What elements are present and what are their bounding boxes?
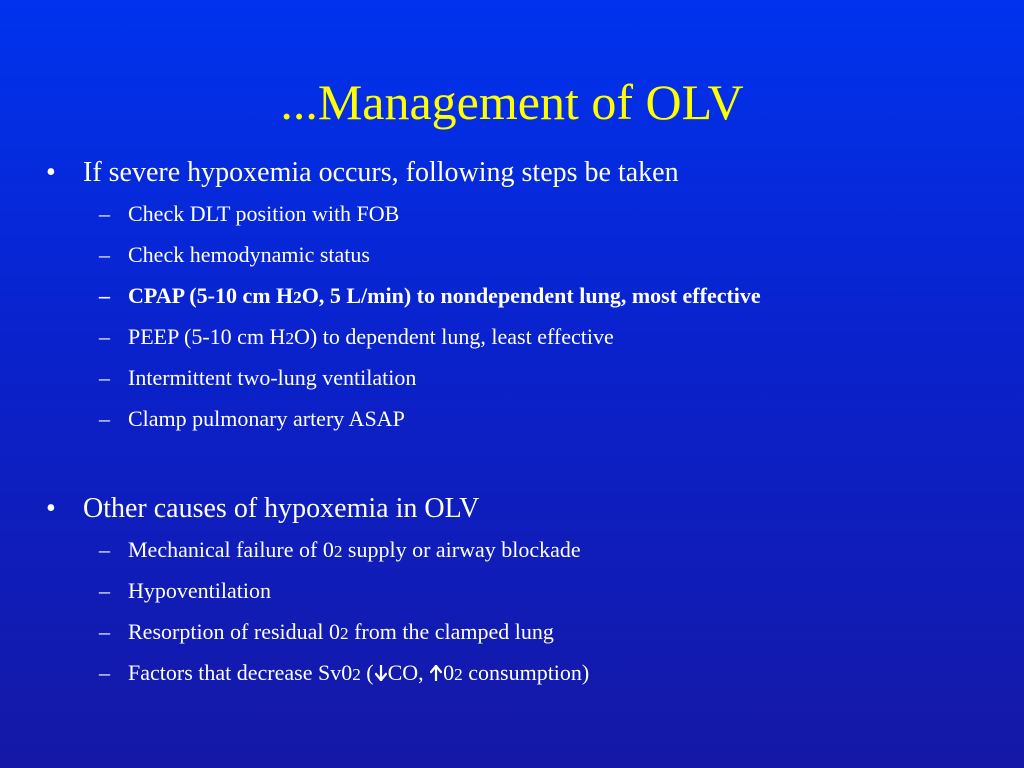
sub-item-text: Intermittent two-lung ventilation xyxy=(128,365,417,390)
dash-marker: – xyxy=(99,242,110,267)
subscript-two: 2 xyxy=(352,665,361,684)
dash-marker: – xyxy=(99,406,110,431)
text-part: consumption) xyxy=(462,660,590,685)
sub-item-check-hemodynamic xyxy=(0,234,1024,275)
sub-item-text xyxy=(128,324,614,349)
spacer xyxy=(0,439,1024,489)
sub-item-hypoventilation xyxy=(0,570,1024,611)
sub-item-text xyxy=(128,283,761,308)
subscript-two: 2 xyxy=(293,288,302,307)
text-part: O, 5 L/min) to nondependent lung, most effective xyxy=(301,283,761,308)
sub-item-text xyxy=(128,660,589,685)
sub-item-text: Check DLT position with FOB xyxy=(128,201,400,226)
bullet-hypoxemia-steps xyxy=(0,153,1024,193)
sub-item-mechanical xyxy=(0,529,1024,570)
sub-item-text xyxy=(128,619,554,644)
dash-marker: – xyxy=(99,365,110,390)
text-part: CPAP (5-10 cm H xyxy=(128,283,294,308)
sub-item-clamp xyxy=(0,398,1024,439)
text-part: Factors that decrease Sv0 xyxy=(128,660,353,685)
dash-marker: – xyxy=(99,578,110,603)
bullet-text: If severe hypoxemia occurs, following steps be taken xyxy=(83,157,679,188)
text-part: supply or airway blockade xyxy=(342,537,581,562)
sub-item-check-dlt xyxy=(0,193,1024,234)
sub-item-text xyxy=(128,537,581,562)
dash-marker: – xyxy=(99,619,110,644)
text-part: 0 xyxy=(443,660,455,685)
bullet-other-causes xyxy=(0,489,1024,529)
sub-item-peep xyxy=(0,316,1024,357)
text-part: Resorption of residual 0 xyxy=(128,619,341,644)
text-part: from the clamped lung xyxy=(348,619,554,644)
dash-marker: – xyxy=(99,283,110,308)
sub-item-text: Clamp pulmonary artery ASAP xyxy=(128,406,405,431)
dash-marker: – xyxy=(99,537,110,562)
slide-title: ...Management of OLV xyxy=(280,74,744,130)
arrow-down-icon xyxy=(375,665,387,681)
sub-item-intermittent xyxy=(0,357,1024,398)
text-part: PEEP (5-10 cm H xyxy=(128,324,286,349)
sub-item-factors xyxy=(0,652,1024,693)
subscript-two: 2 xyxy=(340,624,349,643)
subscript-two: 2 xyxy=(285,329,295,348)
subscript-two: 2 xyxy=(454,665,463,684)
dash-marker: – xyxy=(99,201,110,226)
subscript-two: 2 xyxy=(333,542,343,561)
sub-item-text: Check hemodynamic status xyxy=(128,242,370,267)
bullet-marker: • xyxy=(46,157,56,188)
text-part: ( xyxy=(360,660,374,685)
bullet-text: Other causes of hypoxemia in OLV xyxy=(83,493,480,524)
text-part: CO, xyxy=(387,660,430,685)
bullet-marker: • xyxy=(46,493,56,524)
slide-body xyxy=(0,153,1024,693)
sub-item-resorption xyxy=(0,611,1024,652)
sub-item-cpap xyxy=(0,275,1024,316)
dash-marker: – xyxy=(99,324,110,349)
arrow-up-icon xyxy=(430,665,442,681)
text-part: Mechanical failure of 0 xyxy=(128,537,334,562)
text-part: O) to dependent lung, least effective xyxy=(294,324,614,349)
sub-item-text: Hypoventilation xyxy=(128,578,271,603)
dash-marker: – xyxy=(99,660,110,685)
